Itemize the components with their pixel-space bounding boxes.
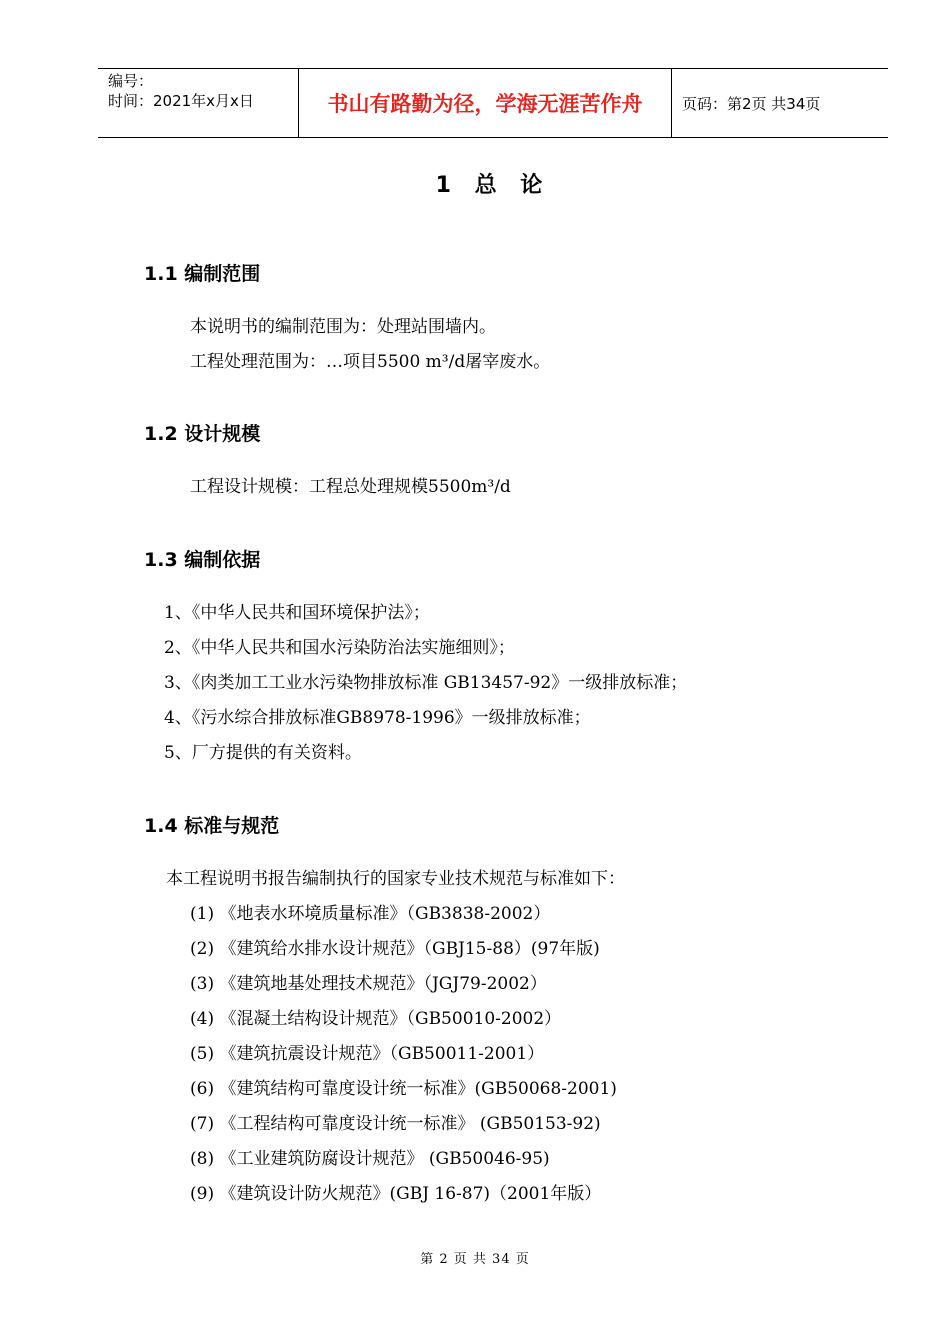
paragraph-intro: 本工程说明书报告编制执行的国家专业技术规范与标准如下： xyxy=(166,869,625,889)
list-item: (3) 《建筑地基处理技术规范》（JGJ79-2002） xyxy=(190,974,547,994)
header-date-label: 时间：2021年x月x日 xyxy=(108,92,254,110)
list-item: (7) 《工程结构可靠度设计统一标准》 (GB50153-92) xyxy=(190,1114,601,1134)
header-page-label: 页码：第2页 共34页 xyxy=(682,94,821,113)
list-item: 1、《中华人民共和国环境保护法》； xyxy=(164,603,430,623)
list-item: (4) 《混凝土结构设计规范》（GB50010-2002） xyxy=(190,1009,562,1029)
list-item: 5、厂方提供的有关资料。 xyxy=(164,743,362,763)
list-item: (1) 《地表水环境质量标准》（GB3838-2002） xyxy=(190,904,551,924)
page-footer: 第 2 页 共 34 页 xyxy=(420,1252,530,1267)
list-item: (6) 《建筑结构可靠度设计统一标准》(GB50068-2001) xyxy=(190,1079,617,1099)
list-item: (8) 《工业建筑防腐设计规范》 (GB50046-95) xyxy=(190,1149,550,1169)
paragraph-line: 本说明书的编制范围为：处理站围墙内。 xyxy=(190,317,496,337)
section-heading-basis: 1.3 编制依据 xyxy=(144,549,261,571)
list-item: (5) 《建筑抗震设计规范》（GB50011-2001） xyxy=(190,1044,545,1064)
page-header-table xyxy=(98,68,888,138)
header-meta-cell xyxy=(98,69,299,137)
paragraph-line: 工程设计规模：工程总处理规模5500m³/d xyxy=(190,477,511,497)
section-heading-scale: 1.2 设计规模 xyxy=(144,423,261,445)
header-motto: 书山有路勤为径，学海无涯苦作舟 xyxy=(299,69,672,137)
list-item: 4、《污水综合排放标准GB8978-1996》一级排放标准； xyxy=(164,708,591,728)
list-item: (9) 《建筑设计防火规范》(GBJ 16-87)（2001年版） xyxy=(190,1184,602,1204)
paragraph-line: 工程处理范围为：…项目5500 m³/d屠宰废水。 xyxy=(190,352,551,372)
list-item: (2) 《建筑给水排水设计规范》（GBJ15-88）(97年版) xyxy=(190,939,600,959)
chapter-title: 1 总 论 xyxy=(435,173,551,198)
section-heading-standards: 1.4 标准与规范 xyxy=(144,815,280,837)
section-heading-scope: 1.1 编制范围 xyxy=(144,263,261,285)
list-item: 3、《肉类加工工业水污染物排放标准 GB13457-92》一级排放标准； xyxy=(164,673,688,693)
header-number-label: 编号： xyxy=(108,72,154,90)
list-item: 2、《中华人民共和国水污染防治法实施细则》； xyxy=(164,638,515,658)
